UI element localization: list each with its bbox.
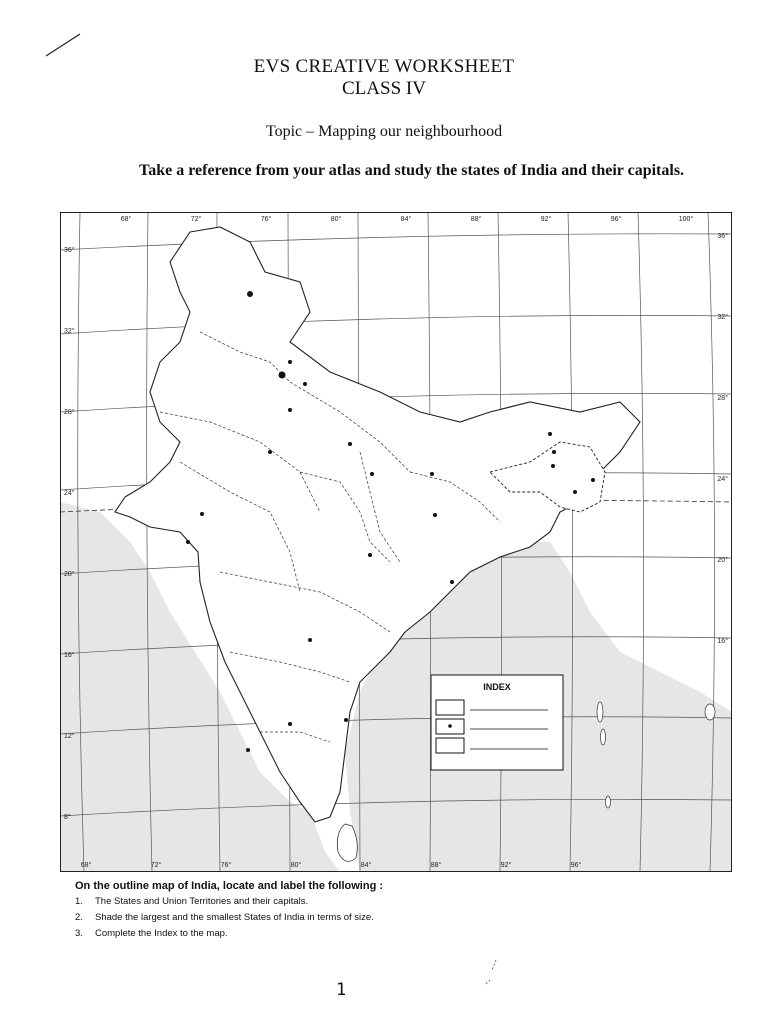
latitude-label: 28°	[717, 395, 728, 402]
task-list	[75, 880, 715, 944]
latitude-label: 20°	[64, 571, 75, 578]
longitude-label: 88°	[470, 216, 482, 223]
latitude-label: 28°	[64, 409, 75, 416]
latitude-label: 36°	[64, 247, 75, 254]
class-label: CLASS IV	[342, 78, 426, 99]
latitude-label: 24°	[717, 476, 728, 483]
index-swatch-3	[436, 738, 464, 753]
longitude-label: 84°	[360, 862, 372, 869]
longitude-label: 84°	[400, 216, 412, 223]
latitude-label: 36°	[717, 233, 728, 240]
instruction-text: Take a reference from your atlas and study the states of India and their capitals.	[139, 162, 685, 179]
map-index-box	[431, 675, 563, 770]
latitude-label: 24°	[64, 490, 75, 497]
latitude-label: 20°	[717, 557, 728, 564]
longitude-label: 92°	[540, 216, 552, 223]
longitude-label: 68°	[120, 216, 132, 223]
worksheet-title: EVS CREATIVE WORKSHEET	[253, 56, 515, 77]
task-number: 1.	[75, 896, 83, 907]
task-text: Complete the Index to the map.	[95, 928, 228, 939]
page-number: 1	[336, 980, 347, 1000]
task-text: Shade the largest and the smallest States of India in terms of size.	[95, 912, 374, 923]
task-number: 2.	[75, 912, 83, 923]
latitude-label: 16°	[64, 652, 75, 659]
task-item	[75, 896, 715, 907]
index-swatch-1	[436, 700, 464, 715]
latitude-label: 12°	[64, 733, 75, 740]
latitude-label: 16°	[717, 638, 728, 645]
longitude-label: 72°	[150, 862, 162, 869]
longitude-label: 76°	[260, 216, 272, 223]
longitude-label: 96°	[570, 862, 582, 869]
longitude-label: 80°	[290, 862, 302, 869]
pen-tick-mark	[482, 958, 502, 988]
longitude-label: 72°	[190, 216, 202, 223]
task-item	[75, 928, 715, 939]
longitude-label: 76°	[220, 862, 232, 869]
task-heading: On the outline map of India, locate and label the following :	[75, 880, 384, 892]
india-outline-map	[60, 212, 732, 872]
latitude-label: 8°	[64, 814, 71, 821]
latitude-label: 32°	[717, 314, 728, 321]
latitude-label: 32°	[64, 328, 75, 335]
longitude-label: 92°	[500, 862, 512, 869]
topic-heading: Topic – Mapping our neighbourhood	[265, 123, 503, 140]
longitude-label: 96°	[610, 216, 622, 223]
task-text: The States and Union Territories and their capitals.	[95, 896, 309, 907]
index-title: INDEX	[483, 682, 511, 692]
task-number: 3.	[75, 928, 83, 939]
longitude-label: 100°	[678, 216, 694, 223]
longitude-label: 80°	[330, 216, 342, 223]
longitude-label: 88°	[430, 862, 442, 869]
task-item	[75, 912, 715, 923]
longitude-label: 68°	[80, 862, 92, 869]
